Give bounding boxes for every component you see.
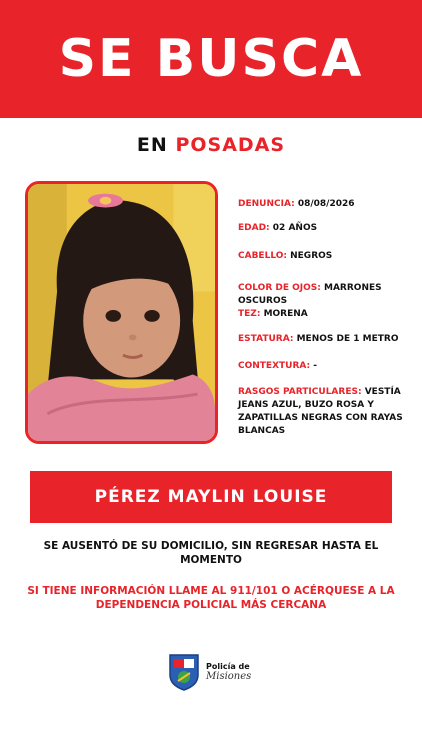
detail-label: RASGOS PARTICULARES:: [238, 387, 362, 397]
detail-label: CABELLO:: [238, 251, 287, 261]
detail-ojos: [238, 282, 413, 308]
detail-denuncia: [238, 198, 413, 211]
logo-line1: Policía de: [206, 662, 250, 671]
detail-value: MORENA: [263, 309, 308, 319]
detail-contextura: [238, 360, 413, 373]
missing-person-photo: [25, 181, 218, 444]
police-shield-icon: [168, 653, 200, 691]
absence-message: SE AUSENTÓ DE SU DOMICILIO, SIN REGRESAR HASTA EL MOMENTO: [43, 540, 379, 566]
detail-edad: [238, 222, 413, 235]
detail-value: VESTÍA JEANS AZUL, BUZO ROSA Y ZAPATILLAS NEGRAS CON RAYAS BLANCAS: [238, 387, 403, 436]
logo-line2: Misiones: [206, 671, 252, 682]
detail-cabello: [238, 250, 413, 263]
detail-label: ESTATURA:: [238, 334, 294, 344]
detail-label: DENUNCIA:: [238, 199, 295, 209]
person-name: PÉREZ MAYLIN LOUISE: [94, 487, 328, 507]
logo-text: [206, 662, 251, 682]
detail-value: 08/08/2026: [297, 199, 355, 209]
child-photo-illustration: [28, 184, 215, 441]
location-city: POSADAS: [175, 134, 286, 156]
detail-rasgos: [238, 386, 413, 438]
poster-title: SE BUSCA: [58, 29, 364, 89]
detail-label: TEZ:: [238, 309, 261, 319]
detail-label: COLOR DE OJOS:: [238, 283, 321, 293]
detail-value: NEGROS: [290, 251, 333, 261]
header-banner: [0, 0, 422, 118]
detail-value: -: [313, 361, 318, 371]
detail-tez: [238, 308, 413, 321]
police-logo: [168, 653, 251, 691]
contact-message: SI TIENE INFORMACIÓN LLAME AL 911/101 O ACÉRQUESE A LA DEPENDENCIA POLICIAL MÁS CERCANA: [27, 585, 395, 611]
detail-label: EDAD:: [238, 223, 270, 233]
location-subtitle: [0, 134, 422, 156]
detail-value: MARRONES OSCUROS: [238, 283, 382, 306]
detail-value: 02 AÑOS: [272, 223, 318, 233]
detail-label: CONTEXTURA:: [238, 361, 311, 371]
location-prefix: EN: [136, 134, 168, 156]
person-name-bar: [30, 471, 392, 523]
detail-estatura: [238, 333, 413, 346]
detail-value: MENOS DE 1 METRO: [296, 334, 399, 344]
